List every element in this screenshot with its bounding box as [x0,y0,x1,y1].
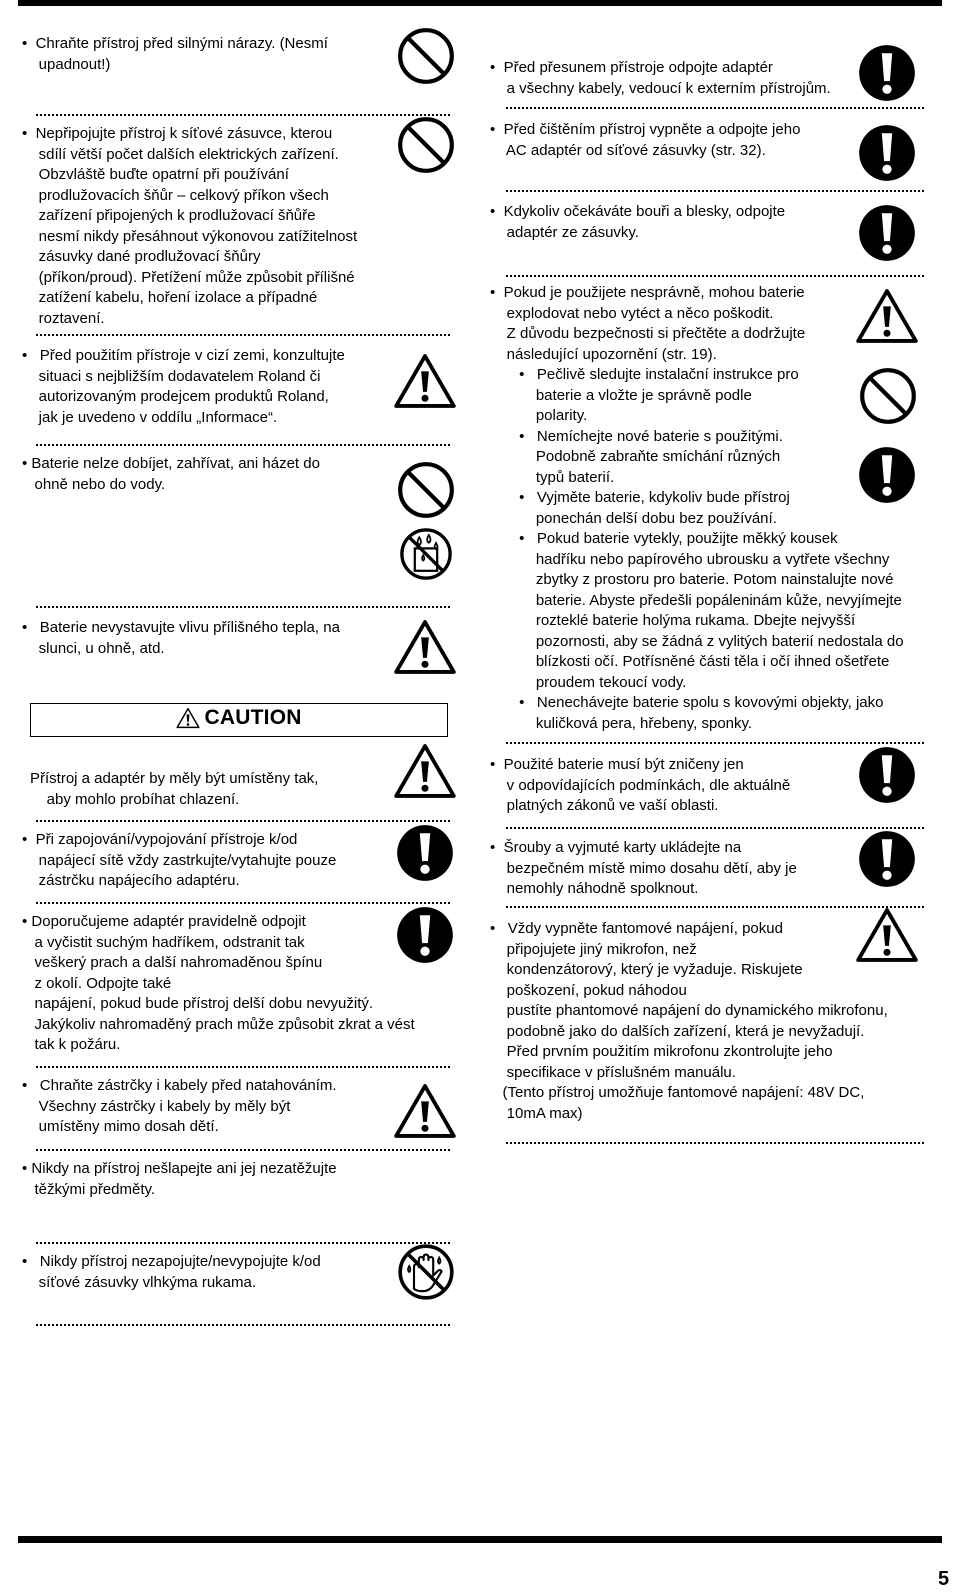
safety-item: • Pokud je použijete nesprávně, mohou baterie explodovat nebo vytéct a něco poškodit. Z důvodu bezpečnosti si přečtěte a dodržujte následující upozornění (str. 19). • Pečlivě sledujte instalační instrukce pro baterie a vložte je správně podle polarity. • Nemíchejte nové baterie s použitými. Podobně zabraňte smíchání různých typů baterií. • Vyjměte baterie, kdykoliv bude přístroj ponechán delší dobu bez používání. • Pokud baterie vytekly, použijte měkký kousek hadříku nebo papírového ubrousku a vytřete všechny zbytky z prostoru pro baterie. Potom nainstalujte nové baterie. Abyste předešli popáleninám kůže, nevyjímejte rozteklé baterie holýma rukama. Dbejte nejvyšší pozornosti, aby se žádná z vylitých baterií nedostala do blízkosti očí. Potřísněné části těla i očí ihned ošetřete proudem tekoucí vody. • Nenechávejte baterie spolu s kovovými objekty, jako kuličková pera, hřebeny, sponky. [490,284,904,732]
safety-item: • Vždy vypněte fantomové napájení, pokud připojujete jiný mikrofon, než kondenzátorový, který je vyžaduje. Riskujete poškození, pokud náhodou pustíte phantomové napájení do dynamického mikrofonu, podobně jako do dalších zařízení, která je nevyžadují. Před prvním použitím mikrofonu zkontrolujte jeho specifikace v příslušném manuálu. (Tento přístroj umožňuje fantomové napájení: 48V DC, 10mA max) [490,920,888,1122]
mandatory-action-icon [858,44,916,102]
dotted-separator [36,114,450,116]
safety-item: Přístroj a adaptér by měly být umístěny tak, aby mohlo probíhat chlazení. [30,770,319,808]
safety-item: • Před použitím přístroje v cizí zemi, konzultujte situaci s nejbližším dodavatelem Roland či autorizovaným prodejcem produktů Roland, jak je uvedeno v oddílu „Informace“. [22,347,345,426]
safety-item: • Při zapojování/vypojování přístroje k/od napájecí sítě vždy zastrkujte/vytahujte pouze zástrčku napájecího adaptéru. [22,831,337,889]
bottom-rule [18,1536,942,1543]
dotted-separator [36,820,450,822]
safety-item: • Chraňte přístroj před silnými nárazy. (Nesmí upadnout!) [22,35,328,73]
mandatory-action-icon [858,746,916,804]
warning-triangle-icon [393,1082,457,1140]
prohibition-icon [396,460,456,520]
safety-item: • Baterie nelze dobíjet, zahřívat, ani házet do ohně nebo do vody. [22,455,320,493]
safety-item: • Chraňte zástrčky i kabely před natahováním. Všechny zástrčky i kabely by měly být umístěny mimo dosah dětí. [22,1077,337,1135]
dotted-separator [36,606,450,608]
mandatory-action-icon [858,830,916,888]
mandatory-action-icon [858,124,916,182]
dotted-separator [506,275,924,277]
caution-label: CAUTION [204,706,302,730]
dotted-separator [36,1324,450,1326]
safety-item: • Před přesunem přístroje odpojte adaptér a všechny kabely, vedoucí k externím přístrojům. [490,59,831,97]
safety-item: • Použité baterie musí být zničeny jen v odpovídajících podmínkách, dle aktuálně platných zákonů ve vaší oblasti. [490,756,791,814]
no-wet-hands-icon [396,1242,456,1302]
safety-item: • Před čištěním přístroj vypněte a odpojte jeho AC adaptér od síťové zásuvky (str. 32). [490,121,801,159]
mandatory-action-icon [396,824,454,882]
dotted-separator [506,742,924,744]
safety-item: • Kdykoliv očekáváte bouři a blesky, odpojte adaptér ze zásuvky. [490,203,786,241]
warning-triangle-icon [855,287,919,345]
dotted-separator [506,107,924,109]
safety-item: • Baterie nevystavujte vlivu přílišného tepla, na slunci, u ohně, atd. [22,619,340,657]
warning-triangle-icon [855,906,919,964]
mandatory-action-icon [858,446,916,504]
mandatory-action-icon [858,204,916,262]
dotted-separator [36,902,450,904]
dotted-separator [506,1142,924,1144]
safety-item: • Doporučujeme adaptér pravidelně odpojit a vyčistit suchým hadříkem, odstranit tak veškerý prach a další nahromaděnou špínu z okolí. Odpojte také napájení, pokud bude přístroj delší dobu nevyužitý. Jakýkoliv nahromaděný prach může způsobit zkrat a vést tak k požáru. [22,913,415,1053]
prohibition-icon [396,26,456,86]
dotted-separator [36,444,450,446]
dotted-separator [36,1066,450,1068]
dotted-separator [36,1242,450,1244]
dotted-separator [506,190,924,192]
prohibition-icon [396,115,456,175]
dotted-separator [506,827,924,829]
safety-item: • Šrouby a vyjmuté karty ukládejte na bezpečném místě mimo dosahu dětí, aby je nemohly náhodně spolknout. [490,839,797,897]
prohibition-icon [858,366,918,426]
warning-triangle-icon [393,352,457,410]
warning-triangle-icon [393,742,457,800]
safety-item: • Nikdy na přístroj nešlapejte ani jej nezatěžujte těžkými předměty. [22,1160,337,1198]
warning-triangle-icon [393,618,457,676]
dotted-separator [36,334,450,336]
dotted-separator [36,1149,450,1151]
no-water-icon [398,526,454,582]
safety-item: • Nepřipojujte přístroj k síťové zásuvce, kterou sdílí větší počet dalších elektrických zařízení. Obzvláště buďte opatrní při používání prodlužovacích šňůr – celkový příkon všech zařízení připojených k prodlužovací šňůře nesmí nikdy přesáhnout výkonovou zatížitelnost zásuvky dané prodlužovací šňůry (příkon/proud). Přetížení může způsobit přílišné zatížení kabelu, hoření izolace a případné roztavení. [22,125,358,327]
caution-heading [30,703,448,737]
top-rule [18,0,942,6]
caution-triangle-icon [176,707,200,729]
page-number: 5 [938,1568,950,1590]
mandatory-action-icon [396,906,454,964]
safety-item: • Nikdy přístroj nezapojujte/nevypojujte k/od síťové zásuvky vlhkýma rukama. [22,1253,321,1291]
